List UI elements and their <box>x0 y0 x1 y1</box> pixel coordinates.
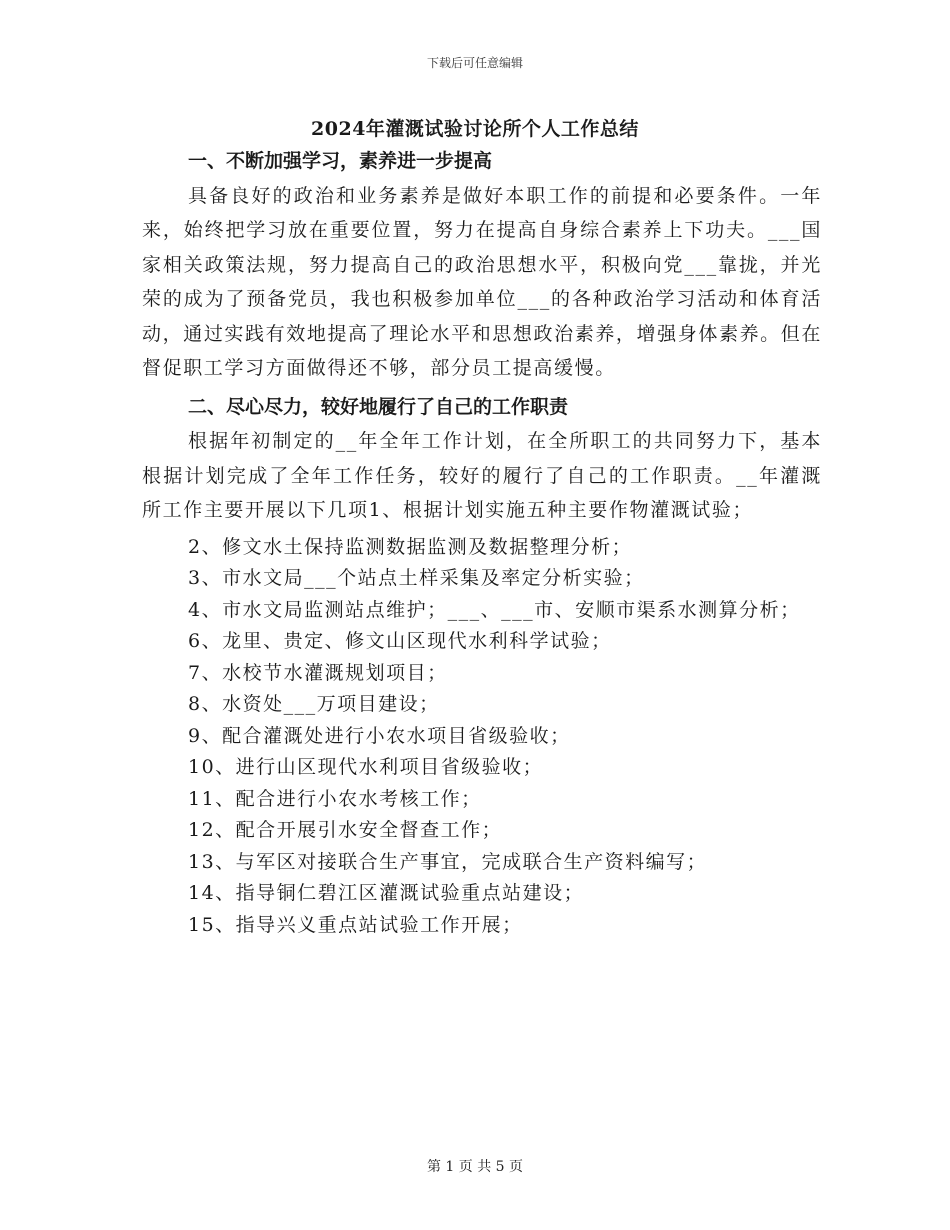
list-item: 15、指导兴义重点站试验工作开展； <box>188 913 523 936</box>
list-item: 3、市水文局___个站点土样采集及率定分析实验； <box>188 567 645 589</box>
document-title: 2024年灌溉试验讨论所个人工作总结 <box>311 118 639 140</box>
header-note: 下载后可任意编辑 <box>426 56 523 70</box>
list-item: 8、水资处___万项目建设； <box>188 693 440 715</box>
page-footer: 第 1 页 共 5 页 <box>426 1159 524 1175</box>
list-item: 14、指导铜仁碧江区灌溉试验重点站建设； <box>188 882 585 904</box>
section-heading: 一、不断加强学习，素养进一步提高 <box>188 150 493 172</box>
list-item: 4、市水文局监测站点维护；___、___市、安顺市渠系水测算分析； <box>188 598 801 621</box>
list-item: 12、配合开展引水安全督查工作； <box>188 819 503 841</box>
document-body <box>142 144 822 941</box>
list-item: 13、与军区对接联合生产事宜，完成联合生产资料编写； <box>188 850 708 873</box>
list-item: 9、配合灌溉处进行小农水项目省级验收； <box>188 724 571 747</box>
list-item: 6、龙里、贵定、修文山区现代水利科学试验； <box>188 630 612 652</box>
list-item: 11、配合进行小农水考核工作； <box>188 787 482 810</box>
list-item: 2、修文水土保持监测数据监测及数据整理分析； <box>188 535 633 558</box>
section-heading: 二、尽心尽力，较好地履行了自己的工作职责 <box>188 395 569 418</box>
list-item: 10、进行山区现代水利项目省级验收； <box>188 756 544 778</box>
section-paragraph: 具备良好的政治和业务素养是做好本职工作的前提和必要条件。一年来，始终把学习放在重要位置，努力在提高自身综合素养上下功夫。___国家相关政策法规，努力提高自己的政治思想水平，积极向党___靠拢，并光荣的成为了预备党员，我也积极参加单位___的各种政治学习活动和体育活动，通过实践有效地提高了理论水平和思想政治素养，增强身体素养。但在督促职工学习方面做得还不够，部分员工提高缓慢。 <box>142 184 822 379</box>
section-paragraph: 根据年初制定的__年全年工作计划，在全所职工的共同努力下，基本根据计划完成了全年工作任务，较好的履行了自己的工作职责。__年灌溉所工作主要开展以下几项1、根据计划实施五种主要作物灌溉试验； <box>142 430 822 521</box>
list-item: 7、水校节水灌溉规划项目； <box>188 661 448 684</box>
